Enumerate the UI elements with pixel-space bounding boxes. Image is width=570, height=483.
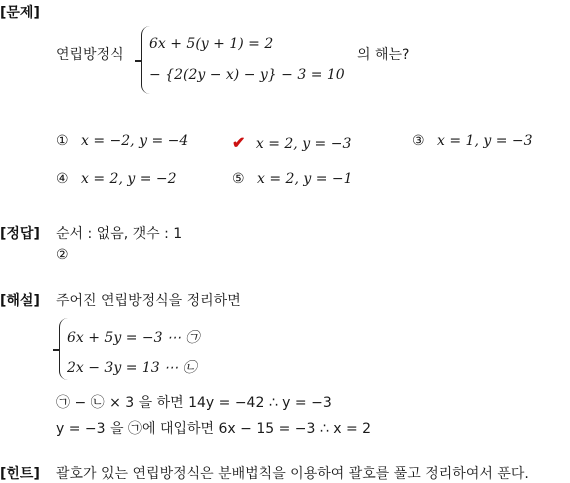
choice-1-mark: ①: [56, 133, 69, 149]
solution-label: [해설]: [0, 293, 40, 309]
choice-5[interactable]: [232, 171, 353, 187]
problem-equation-1: 6x + 5(y + 1) = 2: [149, 36, 274, 52]
solution-step-1: ㉠ − ㉡ × 3 을 하면 14y = −42 ∴ y = −3: [56, 395, 332, 411]
choice-2-text: x = 2, y = −3: [255, 136, 352, 152]
hint-text: 괄호가 있는 연립방정식은 분배법칙을 이용하여 괄호를 풀고 정리하여서 푼다.: [56, 466, 529, 482]
answer-order: 순서 : 없음, 갯수 : 1: [56, 226, 183, 242]
choice-3-text: x = 1, y = −3: [437, 133, 533, 149]
solution-intro: 주어진 연립방정식을 정리하면: [56, 293, 241, 309]
solution-step-2: y = −3 을 ㉠에 대입하면 6x − 15 = −3 ∴ x = 2: [56, 421, 372, 437]
solution-equation-1: 6x + 5y = −3 ⋯ ㉠: [67, 330, 200, 346]
choice-4-mark: ④: [56, 171, 69, 187]
check-mark-icon: ✔: [232, 133, 246, 152]
choice-2[interactable]: [232, 133, 351, 152]
problem-question: 의 해는?: [357, 47, 410, 63]
choice-1[interactable]: [56, 133, 188, 149]
hint-label: [힌트]: [0, 466, 40, 482]
choice-3-mark: ③: [412, 133, 425, 149]
answer-value: ②: [56, 247, 69, 263]
answer-label: [정답]: [0, 226, 40, 242]
solution-equation-2: 2x − 3y = 13 ⋯ ㉡: [67, 360, 197, 376]
choice-4[interactable]: [56, 171, 177, 187]
choice-5-text: x = 2, y = −1: [257, 171, 353, 187]
choice-1-text: x = −2, y = −4: [81, 133, 189, 149]
choice-5-mark: ⑤: [232, 171, 245, 187]
problem-label: [문제]: [0, 5, 40, 21]
problem-equation-2: − {2(2y − x) − y} − 3 = 10: [149, 67, 345, 83]
problem-intro: 연립방정식: [56, 47, 124, 63]
choice-3[interactable]: [412, 133, 533, 149]
choice-4-text: x = 2, y = −2: [81, 171, 177, 187]
